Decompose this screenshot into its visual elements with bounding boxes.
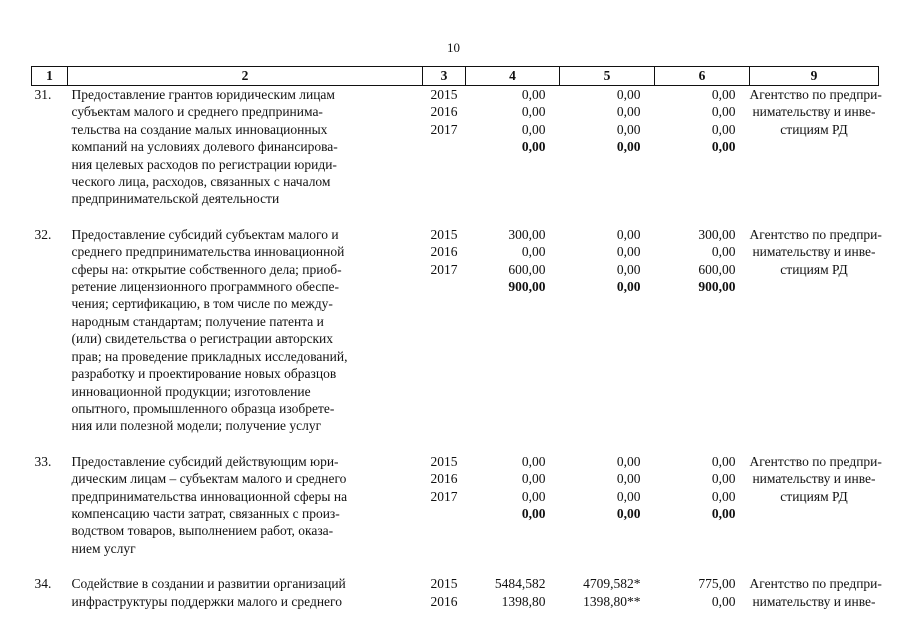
description-line: инфраструктуры поддержки малого и среднего	[71, 593, 342, 609]
amount-value: 0,00	[521, 87, 546, 102]
row-spacer	[32, 435, 879, 453]
agency-line: стициям РД	[780, 121, 848, 137]
amount-value: 0,00	[711, 488, 736, 504]
amount-value: 0,00	[711, 87, 736, 102]
description-line: чения; сертификацию, в том числе по между-	[71, 296, 333, 312]
year-value: 2016	[430, 104, 458, 120]
description-line: Предоставление грантов юридическим лицам	[71, 87, 335, 102]
row-number: 31.	[34, 87, 52, 102]
row-description	[68, 226, 423, 435]
header-cell: 5	[560, 67, 655, 86]
header-cell: 4	[466, 67, 560, 86]
amount-value: 1398,80	[501, 593, 546, 609]
amount-value: 0,00	[616, 226, 641, 242]
year-value: 2015	[430, 576, 458, 592]
header-cell: 1	[32, 67, 68, 86]
total-amount: 0,00	[521, 139, 546, 155]
col4-amounts	[466, 226, 560, 435]
amount-value: 0,00	[711, 471, 736, 487]
agency-line: стициям РД	[780, 261, 848, 277]
col5-amounts	[560, 86, 655, 208]
description-line: дическим лицам – субъектам малого и среднего	[71, 471, 347, 487]
amount-value: 0,00	[616, 471, 641, 487]
col4-amounts	[466, 575, 560, 610]
year-value: 2015	[430, 453, 458, 469]
program-table	[31, 66, 882, 610]
total-amount: 0,00	[616, 279, 641, 295]
total-amount: 900,00	[698, 279, 736, 295]
amount-value: 0,00	[521, 121, 546, 137]
description-line: компенсацию части затрат, связанных с произ-	[71, 505, 340, 521]
agency-line: Агентство по предпри-	[749, 226, 882, 242]
amount-value: 5484,582	[494, 576, 546, 592]
amount-value: 0,00	[711, 593, 736, 609]
amount-value: 1398,80**	[583, 593, 641, 609]
responsible-agency	[749, 226, 882, 435]
row-years	[423, 86, 466, 208]
amount-value: 775,00	[698, 576, 736, 592]
description-line: предпринимательской деятельности	[71, 191, 280, 207]
col5-amounts	[560, 453, 655, 557]
description-line: предпринимательства инновационной сферы на	[71, 488, 348, 504]
row-number: 33.	[34, 453, 52, 469]
description-line: прав; на проведение прикладных исследований,	[71, 348, 348, 364]
col6-amounts	[655, 86, 750, 208]
header-cell: 6	[655, 67, 750, 86]
row-spacer	[32, 208, 879, 226]
amount-value: 0,00	[616, 244, 641, 260]
row-number: 32.	[34, 226, 52, 242]
description-line: среднего предпринимательства инновационной	[71, 244, 345, 260]
amount-value: 0,00	[521, 244, 546, 260]
row-description	[68, 86, 423, 208]
description-line: нием услуг	[71, 540, 136, 556]
description-line: инновационной продукции; изготовление	[71, 383, 311, 399]
year-value: 2017	[430, 488, 458, 504]
agency-line: Агентство по предпри-	[749, 576, 882, 592]
header-cell: 2	[68, 67, 423, 86]
description-line: ческого лица, расходов, связанных с началом	[71, 174, 331, 190]
description-line: разработку и проектирование новых образцов	[71, 366, 337, 382]
description-line: тельства на создание малых инновационных	[71, 121, 328, 137]
agency-line: стициям РД	[780, 488, 848, 504]
row-number: 34.	[34, 576, 52, 592]
amount-value: 0,00	[616, 453, 641, 469]
amount-value: 0,00	[616, 261, 641, 277]
description-line: опытного, промышленного образца изобрете-	[71, 400, 335, 416]
total-amount: 0,00	[616, 139, 641, 155]
table-row	[32, 226, 879, 435]
col6-amounts	[655, 575, 750, 610]
header-cell: 3	[423, 67, 466, 86]
amount-value: 0,00	[616, 87, 641, 102]
amount-value: 300,00	[698, 226, 736, 242]
amount-value: 0,00	[616, 104, 641, 120]
total-amount: 0,00	[616, 505, 641, 521]
spacer-cell	[32, 557, 879, 575]
agency-line: нимательству и инве-	[752, 593, 876, 609]
amount-value: 300,00	[508, 226, 546, 242]
amount-value: 0,00	[711, 104, 736, 120]
responsible-agency	[749, 575, 882, 610]
row-years	[423, 226, 466, 435]
description-line: народным стандартам; получение патента и	[71, 313, 324, 329]
row-years	[423, 453, 466, 557]
responsible-agency	[749, 453, 882, 557]
amount-value: 0,00	[616, 488, 641, 504]
responsible-agency	[749, 86, 882, 208]
agency-line: нимательству и инве-	[752, 244, 876, 260]
description-line: Предоставление субсидий действующим юри-	[71, 453, 339, 469]
col5-amounts	[560, 575, 655, 610]
spacer-cell	[32, 208, 879, 226]
agency-line: Агентство по предпри-	[749, 87, 882, 102]
amount-value: 0,00	[521, 453, 546, 469]
table-row	[32, 86, 879, 208]
col6-amounts	[655, 453, 750, 557]
table-row	[32, 575, 879, 610]
year-value: 2015	[430, 87, 458, 102]
amount-value: 0,00	[711, 453, 736, 469]
col6-amounts	[655, 226, 750, 435]
description-line: (или) свидетельства о регистрации авторских	[71, 331, 333, 347]
description-line: Содействие в создании и развитии организаций	[71, 576, 346, 592]
year-value: 2016	[430, 244, 458, 260]
description-line: ретение лицензионного программного обеспе-	[71, 279, 340, 295]
amount-value: 4709,582*	[583, 576, 641, 592]
total-amount: 900,00	[508, 279, 546, 295]
total-amount: 0,00	[711, 505, 736, 521]
page-number: 10	[447, 40, 460, 55]
header-row	[32, 67, 879, 86]
total-amount: 0,00	[711, 139, 736, 155]
amount-value: 600,00	[698, 261, 736, 277]
description-line: Предоставление субсидий субъектам малого и	[71, 226, 339, 242]
amount-value: 0,00	[711, 244, 736, 260]
spacer-cell	[32, 435, 879, 453]
table-row	[32, 453, 879, 557]
description-line: ния целевых расходов по регистрации юриди-	[71, 156, 337, 172]
year-value: 2015	[430, 226, 458, 242]
year-value: 2017	[430, 261, 458, 277]
table-body	[32, 86, 882, 610]
total-amount: 0,00	[521, 505, 546, 521]
amount-value: 0,00	[616, 121, 641, 137]
description-line: водством товаров, выполнением работ, оказа-	[71, 523, 334, 539]
agency-line: Агентство по предпри-	[749, 453, 882, 469]
row-spacer	[32, 557, 879, 575]
row-description	[68, 575, 423, 610]
description-line: ния или полезной модели; получение услуг	[71, 418, 322, 434]
description-line: компаний на условиях долевого финансирова-	[71, 139, 338, 155]
amount-value: 0,00	[711, 121, 736, 137]
description-line: сферы на: открытие собственного дела; приоб-	[71, 261, 342, 277]
col4-amounts	[466, 453, 560, 557]
agency-line: нимательству и инве-	[752, 104, 876, 120]
row-years	[423, 575, 466, 610]
col4-amounts	[466, 86, 560, 208]
amount-value: 0,00	[521, 488, 546, 504]
col5-amounts	[560, 226, 655, 435]
amount-value: 0,00	[521, 471, 546, 487]
year-value: 2016	[430, 471, 458, 487]
year-value: 2016	[430, 593, 458, 609]
row-description	[68, 453, 423, 557]
description-line: субъектам малого и среднего предпринима-	[71, 104, 323, 120]
header-cell: 9	[750, 67, 879, 86]
year-value: 2017	[430, 121, 458, 137]
agency-line: нимательству и инве-	[752, 471, 876, 487]
amount-value: 600,00	[508, 261, 546, 277]
amount-value: 0,00	[521, 104, 546, 120]
